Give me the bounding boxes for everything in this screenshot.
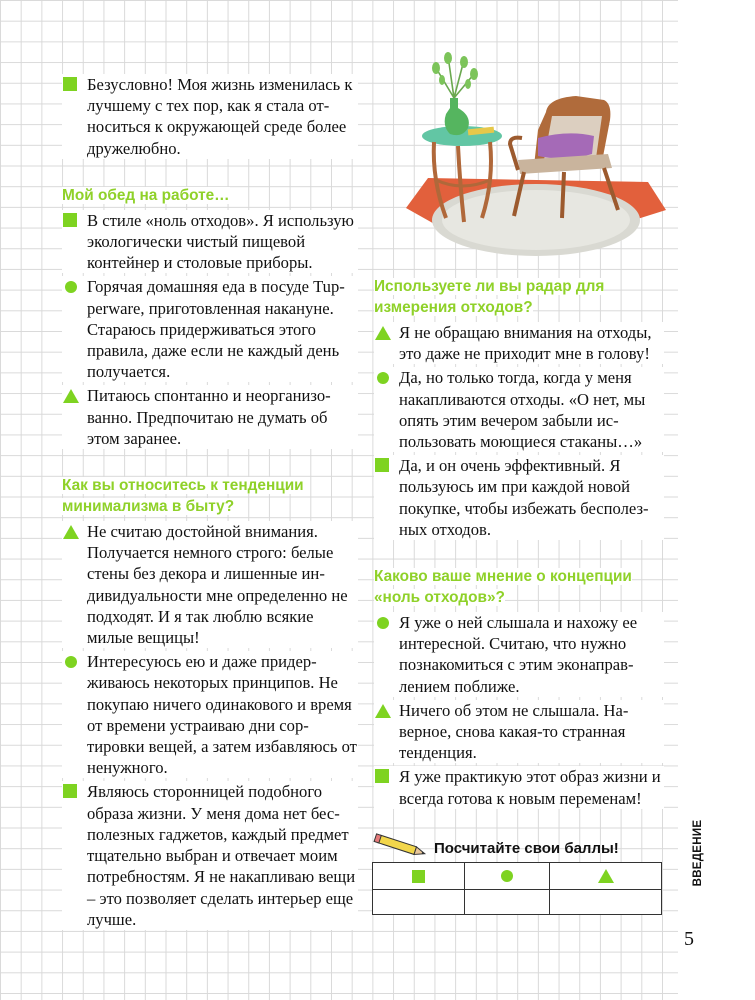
- chair-illustration: [398, 50, 670, 265]
- question-heading: Мой обед на работе…: [62, 186, 230, 204]
- answer-text: Да, и он очень эффективный. Я пользуюсь им при каждой новой покупке, чтобы избежать бесполезных отходов.: [399, 456, 649, 539]
- circle-icon: [377, 372, 389, 384]
- answer-item: [374, 766, 664, 808]
- cushion-shape: [538, 133, 594, 158]
- right-column: [374, 276, 664, 809]
- question-heading: Используете ли вы радар для измерения отходов?: [374, 278, 605, 316]
- answer-item: [374, 455, 664, 540]
- score-header: [372, 832, 672, 862]
- score-symbols-row: [373, 863, 662, 890]
- triangle-icon: [63, 525, 79, 539]
- answer-item: [374, 700, 664, 764]
- score-cell-triangle: [550, 863, 662, 890]
- answer-item: [62, 521, 358, 648]
- pencil-icon: [372, 832, 430, 860]
- answer-text: Интересуюсь ею и даже придерживаюсь некоторых принципов. Не покупаю ничего одинакового и время от времени устраиваю дни сортировки вещей, а затем избавляюсь от ненужного.: [87, 652, 357, 778]
- answer-text: Я не обращаю внимания на отходы, это даже не приходит мне в голову!: [399, 323, 652, 364]
- score-input-triangle[interactable]: [550, 890, 662, 915]
- circle-icon: [65, 281, 77, 293]
- answer-text: В стиле «ноль отходов». Я использую экологически чистый пищевой контейнер и столовые приборы.: [87, 210, 354, 273]
- score-title: Посчитайте свои баллы!: [434, 840, 619, 857]
- answer-text: Питаюсь спонтанно и неорганизованно. Предпочитаю не думать об этом заранее.: [87, 386, 331, 448]
- circle-icon: [377, 617, 389, 629]
- section-label: ВВЕДЕНИЕ: [692, 819, 704, 887]
- triangle-icon: [375, 704, 391, 718]
- answer-text: Ничего об этом не слышала. Наверное, снова какая-то странная тенденция.: [399, 700, 629, 763]
- vase-shape: [445, 98, 469, 135]
- square-icon: [412, 870, 425, 883]
- circle-icon: [501, 870, 513, 882]
- square-icon: [375, 458, 389, 472]
- answer-text: Являюсь сторонницей подобного образа жизни. У меня дома нет бесполезных гаджетов, каждый предмет тщательно выбран и отвечает моим потребностям. Я не накапливаю вещи – это позволяет сделать интерьер еще лучше.: [87, 782, 356, 929]
- score-input-square[interactable]: [373, 890, 465, 915]
- square-icon: [63, 784, 77, 798]
- answer-text: Да, но только тогда, когда у меня накапливаются отходы. «О нет, мы опять этим вечером забыли использовать моющиеся стаканы…»: [399, 368, 646, 452]
- answer-text: Горячая домашняя еда в посуде Tupperware, приготовленная накануне. Стараюсь придерживаться этого правила, даже если не каждый день получается.: [87, 277, 345, 382]
- square-icon: [63, 213, 77, 227]
- answer-item: [374, 322, 664, 364]
- triangle-icon: [375, 326, 391, 340]
- left-column: [62, 74, 358, 930]
- answer-text: Я уже о ней слышала и нахожу ее интересной. Считаю, что нужно познакомиться с этим эконаправлением поближе.: [399, 613, 638, 696]
- answer-item: [62, 74, 358, 159]
- square-icon: [375, 769, 389, 783]
- answer-text: Не считаю достойной внимания. Получается немного строго: белые стены без декора и лишенные индивидуальности мне определенно не подходят. И я так люблю всякие милые вещицы!: [87, 522, 348, 648]
- answer-item: [374, 367, 664, 452]
- answer-item: [62, 276, 358, 382]
- answer-item: [374, 612, 664, 697]
- score-table: [372, 862, 662, 915]
- triangle-icon: [63, 389, 79, 403]
- answer-item: [62, 385, 358, 449]
- question-heading: Как вы относитесь к тенденции минимализма в быту?: [62, 477, 304, 516]
- answer-item: [62, 651, 358, 778]
- question-heading: Каково ваше мнение о концепции «ноль отходов»?: [374, 568, 632, 607]
- page-number: 5: [684, 928, 694, 950]
- score-cell-square: [373, 863, 465, 890]
- square-icon: [63, 77, 77, 91]
- score-input-circle[interactable]: [464, 890, 549, 915]
- answer-text: Безусловно! Моя жизнь изменилась к лучшему с тех пор, как я стала относиться к окружающей среде более дружелюбно.: [87, 75, 353, 158]
- score-input-row: [373, 890, 662, 915]
- circle-icon: [65, 656, 77, 668]
- triangle-icon: [598, 869, 614, 883]
- answer-text: Я уже практикую этот образ жизни и всегда готова к новым переменам!: [399, 767, 661, 808]
- score-cell-circle: [464, 863, 549, 890]
- answer-item: [62, 210, 358, 274]
- answer-item: [62, 781, 358, 929]
